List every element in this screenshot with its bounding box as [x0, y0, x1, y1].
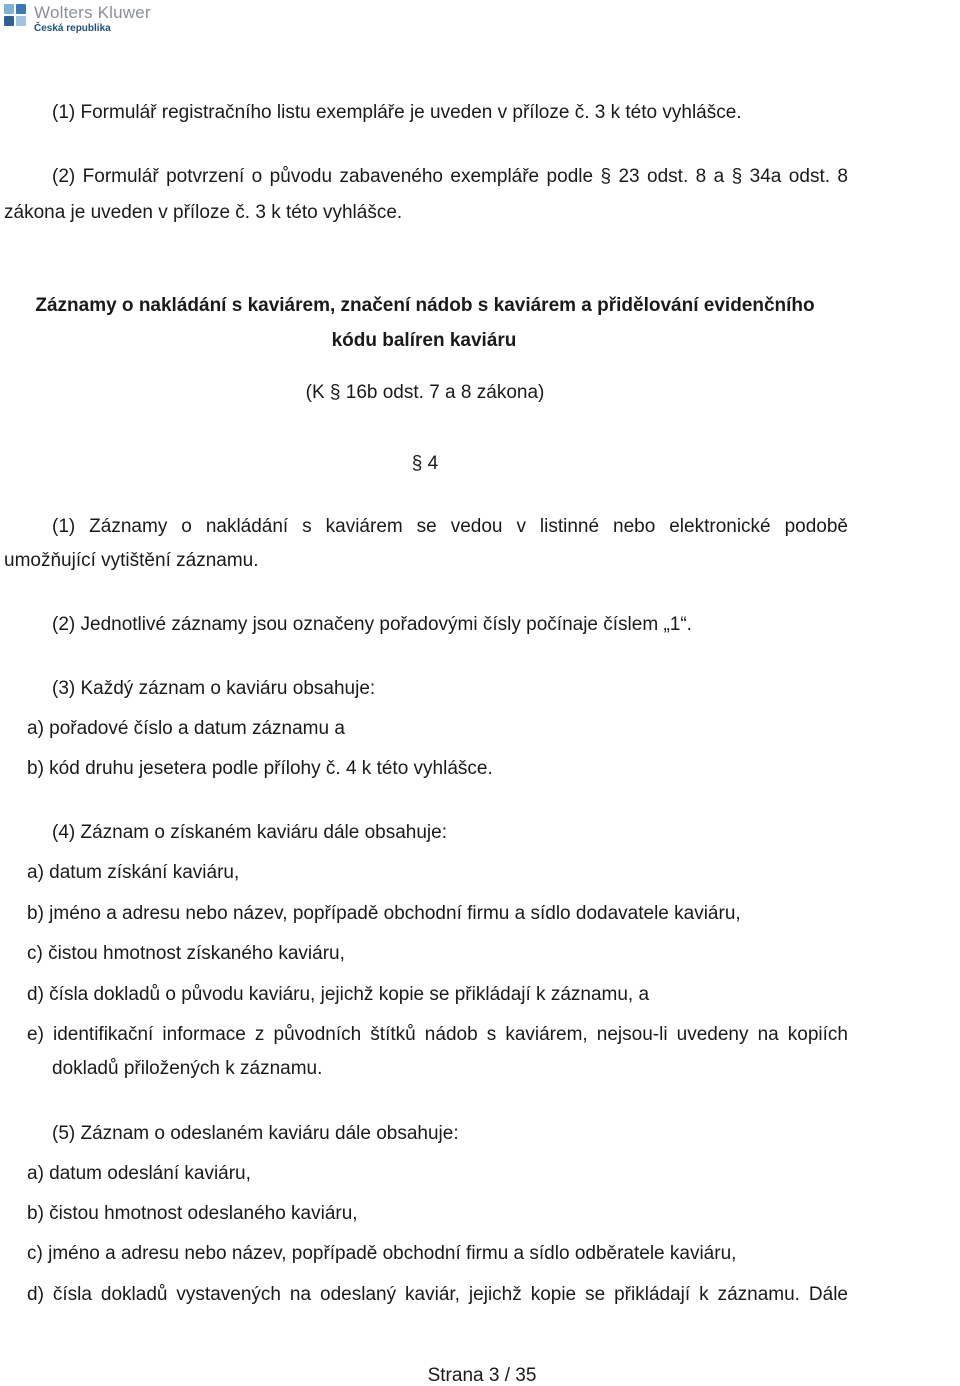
heading-line-1: Záznamy o nakládání s kaviárem, značení nádob s kaviárem a přidělování evidenčního [35, 295, 815, 316]
clause-5-item-c: c) jméno a adresu nebo název, popřípadě obchodní firmu a sídlo odběratele kaviáru, [27, 1243, 737, 1264]
clause-5-item-a: a) datum odeslání kaviáru, [27, 1163, 251, 1184]
clause-4-item-d: d) čísla dokladů o původu kaviáru, jejichž kopie se přikládají k záznamu, a [27, 984, 650, 1005]
logo-subtitle: Česká republika [34, 23, 111, 34]
logo-icon [4, 4, 28, 28]
logo-name: Wolters Kluwer [34, 3, 151, 22]
clause-1-line-1: (1) Záznamy o nakládání s kaviárem se vedou v listinné nebo elektronické podobě [52, 516, 848, 537]
clause-4-item-a: a) datum získání kaviáru, [27, 862, 240, 883]
clause-4-item-e-line-1: e) identifikační informace z původních štítků nádob s kaviárem, nejsou-li uvedeny na kopiích [27, 1024, 848, 1045]
clause-3-item-a: a) pořadové číslo a datum záznamu a [27, 718, 345, 739]
page-number: Strana 3 / 35 [427, 1365, 537, 1386]
clause-5-item-b: b) čistou hmotnost odeslaného kaviáru, [27, 1203, 358, 1224]
paragraph-1: (1) Formulář registračního listu exempláře je uveden v příloze č. 3 k této vyhlášce. [52, 102, 742, 123]
heading-line-2: kódu balíren kaviáru [331, 330, 517, 351]
clause-4: (4) Záznam o získaném kaviáru dále obsahuje: [52, 822, 447, 843]
clause-4-item-b: b) jméno a adresu nebo název, popřípadě obchodní firmu a sídlo dodavatele kaviáru, [27, 903, 741, 924]
clause-4-item-c: c) čistou hmotnost získaného kaviáru, [27, 943, 345, 964]
paragraph-2-line-1: (2) Formulář potvrzení o původu zabaveného exempláře podle § 23 odst. 8 a § 34a odst. 8 [52, 166, 848, 187]
clause-2: (2) Jednotlivé záznamy jsou označeny pořadovými čísly počínaje číslem „1“. [52, 614, 692, 635]
clause-3: (3) Každý záznam o kaviáru obsahuje: [52, 678, 376, 699]
paragraph-2-line-2: zákona je uveden v příloze č. 3 k této vyhlášce. [4, 202, 403, 223]
clause-1-line-2: umožňující vytištění záznamu. [4, 550, 259, 571]
clause-4-item-e-line-2: dokladů přiložených k záznamu. [52, 1058, 323, 1079]
clause-5: (5) Záznam o odeslaném kaviáru dále obsahuje: [52, 1123, 459, 1144]
section-number: § 4 [411, 453, 439, 474]
clause-3-item-b: b) kód druhu jesetera podle přílohy č. 4 k této vyhlášce. [27, 758, 493, 779]
heading-reference: (K § 16b odst. 7 a 8 zákona) [305, 382, 545, 403]
publisher-logo [4, 4, 151, 34]
clause-5-item-d: d) čísla dokladů vystavených na odeslaný kaviár, jejichž kopie se přikládají k záznamu. Dále [27, 1284, 848, 1305]
